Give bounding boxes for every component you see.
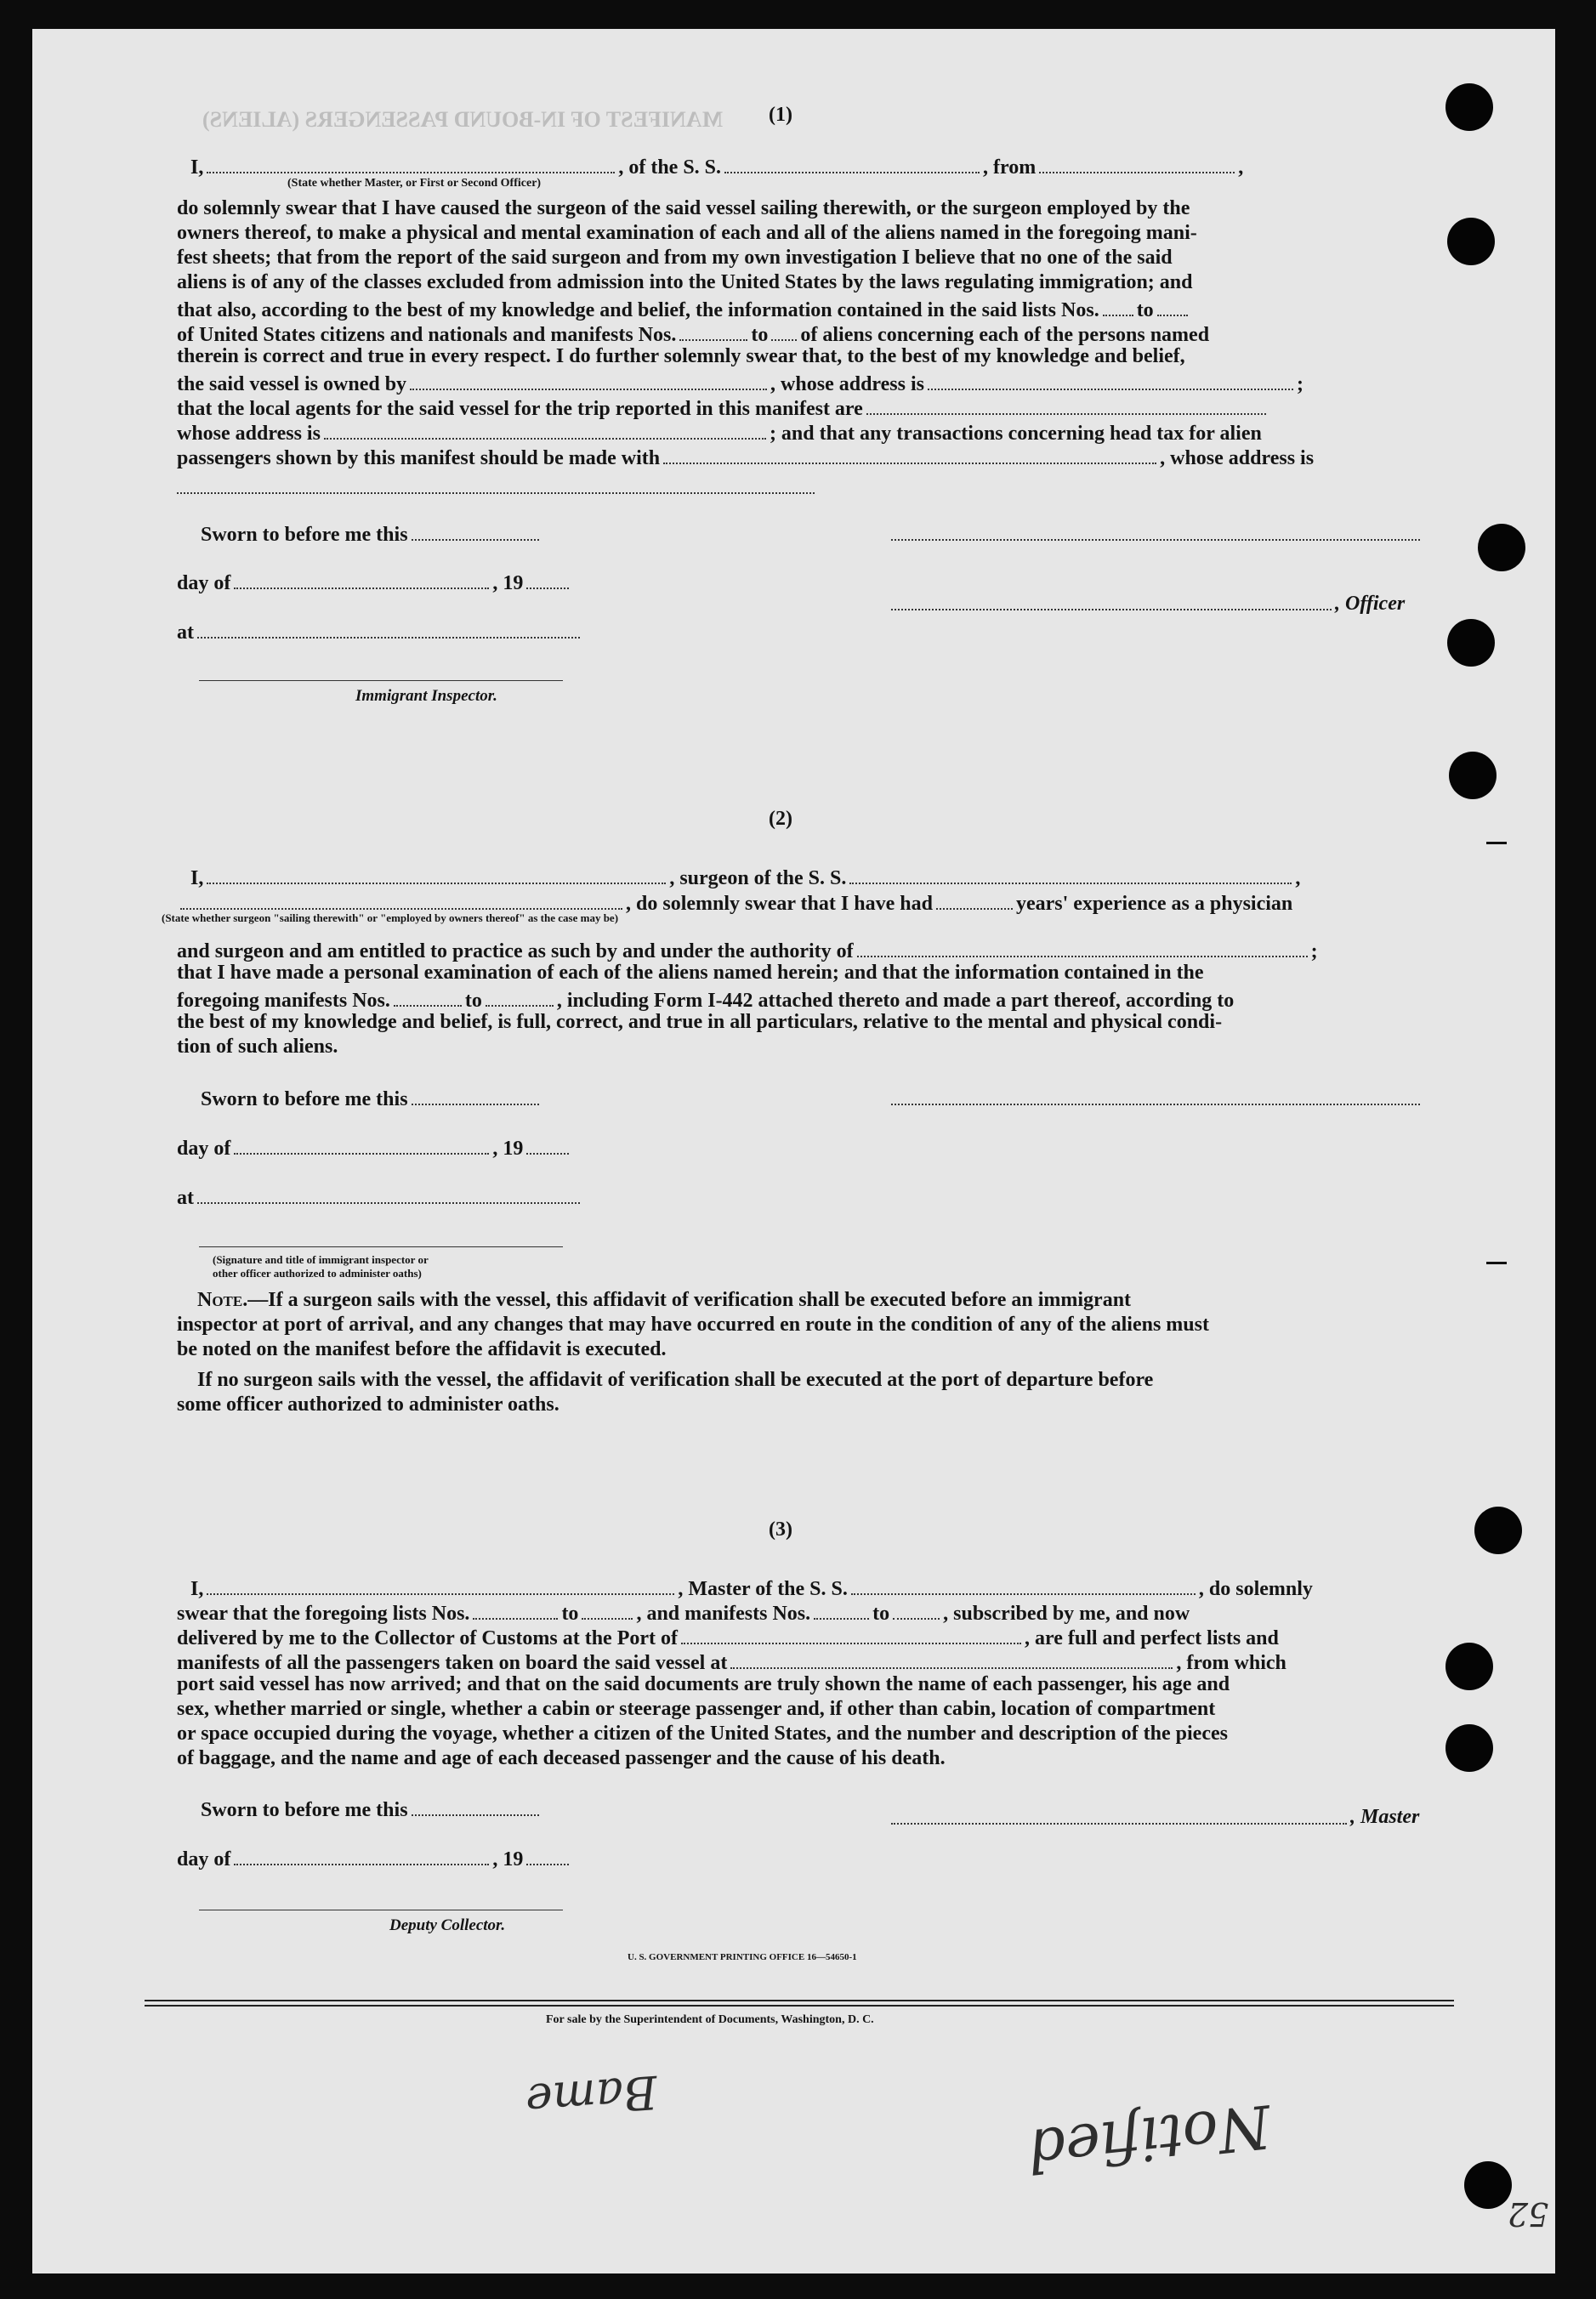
- s1-p9: whose address is ; and that any transactions concerning head tax for alien: [177, 419, 1452, 446]
- s1-day: day of , 19: [177, 569, 572, 595]
- s2-at: at: [177, 1184, 583, 1210]
- punch-hole: [1464, 2161, 1512, 2209]
- s1-p4: that also, according to the best of my knowledge and belief, the information contained in the said lists Nos. to: [177, 296, 1452, 322]
- s3-p6: of baggage, and the name and age of each deceased passenger and the cause of his death.: [177, 1747, 946, 1769]
- s1-p0: do solemnly swear that I have caused the surgeon of the said vessel sailing therewith, or the surgeon employed by the: [177, 197, 1190, 219]
- s1-inspector-label: Immigrant Inspector.: [355, 687, 497, 705]
- s2-surgeon-note: (State whether surgeon "sailing therewith" or "employed by owners thereof" as the case may be): [162, 911, 619, 924]
- edge-tick-mark: [1486, 842, 1507, 844]
- s3-p0: swear that the foregoing lists Nos. to , and manifests Nos. to , subscribed by me, and now: [177, 1599, 1452, 1626]
- s1-at: at: [177, 618, 583, 644]
- s2-note-4: some officer authorized to administer oaths.: [177, 1394, 559, 1416]
- s2-note-3: If no surgeon sails with the vessel, the affidavit of verification shall be executed at the port of departure before: [197, 1369, 1154, 1391]
- punch-hole: [1445, 1643, 1493, 1690]
- section-2-number: (2): [769, 808, 792, 830]
- s1-p8: that the local agents for the said vessel for the trip reported in this manifest are: [177, 395, 1452, 421]
- s1-p2: fest sheets; that from the report of the said surgeon and from my own investigation I believe that no one of the said: [177, 247, 1173, 269]
- s1-address-blank: [177, 492, 815, 494]
- s1-p1: owners thereof, to make a physical and mental examination of each and all of the aliens named in the foregoing mani-: [177, 222, 1197, 244]
- gpo-imprint: U. S. GOVERNMENT PRINTING OFFICE 16—54650-1: [628, 1952, 857, 1962]
- s3-p2: manifests of all the passengers taken on board the said vessel at , from which: [177, 1649, 1452, 1675]
- s3-p1: delivered by me to the Collector of Customs at the Port of , are full and perfect lists and: [177, 1624, 1452, 1650]
- s1-inspector-line: [199, 680, 563, 681]
- s3-sworn: Sworn to before me this: [201, 1796, 542, 1822]
- punch-hole: [1478, 524, 1525, 571]
- footer-rule-1: [145, 2000, 1454, 2001]
- s2-note-0: Note.—If a surgeon sails with the vessel, this affidavit of verification shall be executed before an immigrant: [197, 1289, 1132, 1311]
- s2-p1: that I have made a personal examination of each of the aliens named herein; and that the information contained in the: [177, 962, 1204, 984]
- bleed-through-header: MANIFEST OF IN-BOUND PASSENGERS (ALIENS): [202, 107, 724, 132]
- punch-hole: [1447, 218, 1495, 265]
- s1-p3: aliens is of any of the classes excluded from admission into the United States by the laws regulating immigration; and: [177, 271, 1193, 293]
- s2-line2: , do solemnly swear that I have had years' experience as a physician: [177, 889, 1292, 916]
- s2-sworn: Sworn to before me this: [201, 1085, 542, 1111]
- s3-p3: port said vessel has now arrived; and that on the said documents are truly shown the name of each passenger, his age and: [177, 1673, 1230, 1695]
- punch-hole: [1449, 752, 1497, 799]
- s1-p10: passengers shown by this manifest should be made with , whose address is: [177, 444, 1452, 470]
- s1-p7: the said vessel is owned by , whose address is ;: [177, 370, 1452, 396]
- s1-p5: of United States citizens and nationals and manifests Nos. to of aliens concerning each of the persons named: [177, 321, 1452, 347]
- s2-note-2: be noted on the manifest before the affidavit is executed.: [177, 1338, 667, 1360]
- s1-sig-line-1: [891, 539, 1420, 541]
- s1-officer-line: [891, 609, 1332, 610]
- edge-tick-mark: [1486, 1262, 1507, 1264]
- s3-p5: or space occupied during the voyage, whether a citizen of the United States, and the number and description of the pieces: [177, 1723, 1228, 1745]
- form-page: [32, 29, 1555, 2273]
- punch-hole: [1474, 1507, 1522, 1554]
- s3-line1: I, , Master of the S. S. , do solemnly: [190, 1575, 1313, 1601]
- punch-hole: [1445, 83, 1493, 131]
- s2-line1: I, , surgeon of the S. S. ,: [190, 864, 1300, 890]
- s2-sig-note-2: other officer authorized to administer oaths): [213, 1267, 422, 1280]
- footer-rule-2: [145, 2005, 1454, 2007]
- s1-officer-note: (State whether Master, or First or Second Officer): [287, 177, 542, 190]
- sale-notice: For sale by the Superintendent of Documents, Washington, D. C.: [546, 2013, 874, 2026]
- s2-sig-line: [891, 1104, 1420, 1105]
- s1-line1: I, , of the S. S. , from ,: [190, 153, 1243, 179]
- s3-master-label: , Master: [1350, 1806, 1420, 1828]
- punch-hole: [1445, 1724, 1493, 1772]
- s2-p0: and surgeon and am entitled to practice as such by and under the authority of ;: [177, 937, 1452, 963]
- s3-day: day of , 19: [177, 1845, 572, 1871]
- section-3-number: (3): [769, 1518, 792, 1541]
- s3-p4: sex, whether married or single, whether a cabin or steerage passenger and, if other than cabin, location of compartment: [177, 1698, 1216, 1720]
- s2-inspector-line: [199, 1246, 563, 1247]
- s1-officer-label: , Officer: [1335, 593, 1406, 615]
- handwritten-page-number: 52: [1508, 2195, 1549, 2233]
- punch-hole: [1447, 619, 1495, 667]
- s2-p2: foregoing manifests Nos. to , including Form I-442 attached thereto and made a part thereof, according to: [177, 986, 1452, 1013]
- s3-master-line: [891, 1823, 1347, 1825]
- s1-p6: therein is correct and true in every respect. I do further solemnly swear that, to the best of my knowledge and belief,: [177, 345, 1185, 367]
- handwritten-bame: Bame: [523, 2064, 660, 2128]
- s2-day: day of , 19: [177, 1134, 572, 1161]
- handwritten-notified: Notified: [1024, 2091, 1275, 2186]
- s2-p3: the best of my knowledge and belief, is full, correct, and true in all particulars, relative to the mental and physical condi-: [177, 1011, 1223, 1033]
- s1-sworn: Sworn to before me this: [201, 520, 542, 547]
- s3-deputy-label: Deputy Collector.: [389, 1916, 506, 1934]
- s2-sig-note-1: (Signature and title of immigrant inspector or: [213, 1253, 429, 1266]
- s2-note-1: inspector at port of arrival, and any changes that may have occurred en route in the condition of any of the aliens must: [177, 1314, 1209, 1336]
- section-1-number: (1): [769, 104, 792, 126]
- s2-p4: tion of such aliens.: [177, 1036, 338, 1058]
